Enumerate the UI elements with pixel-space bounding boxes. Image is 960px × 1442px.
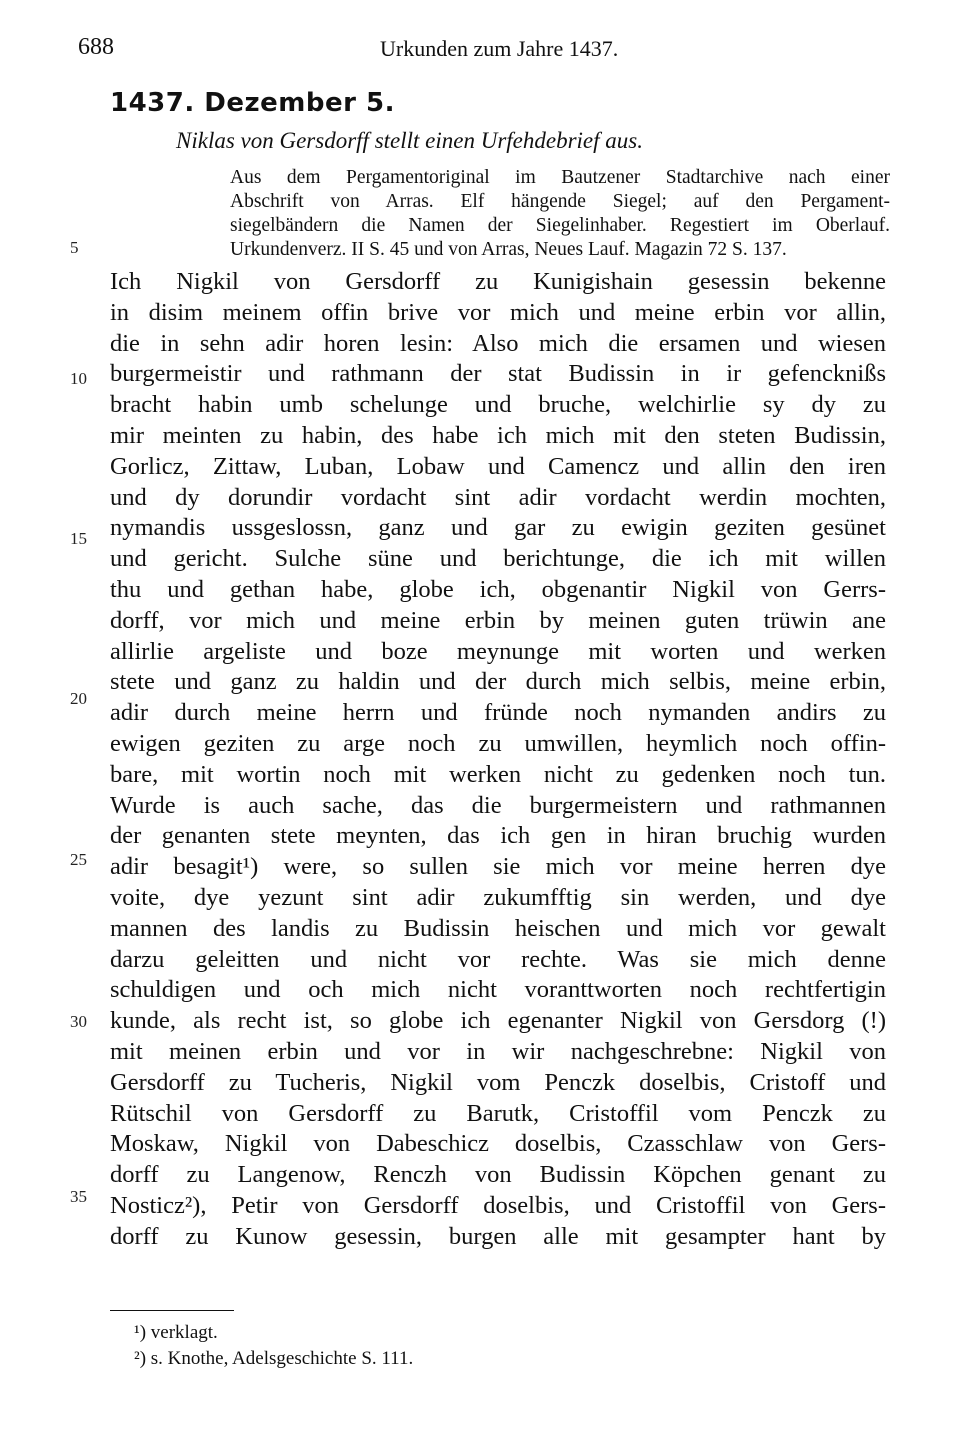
charter-text: [110, 267, 886, 1253]
source-note-line: siegelbändern die Namen der Siegelinhaber. Regestiert im Oberlauf.: [230, 215, 890, 236]
text-line: voite, dye yezunt sint adir zukumfftig sin werden, und dye: [110, 883, 886, 911]
text-line: bracht habin umb schelunge und bruche, welchirlie sy dy zu: [110, 391, 886, 419]
document-date-heading: 1437. Dezember 5.: [110, 88, 395, 118]
text-line: Wurde is auch sache, das die burgermeistern und rathmannen: [110, 791, 886, 819]
text-line: thu und gethan habe, globe ich, obgenantir Nigkil von Gerrs-: [110, 575, 886, 603]
text-line: allirlie argeliste und boze meynunge mit worten und werken: [110, 637, 886, 665]
text-line: die in sehn adir horen lesin: Also mich die ersamen und wiesen: [110, 329, 886, 357]
text-line: Gersdorff zu Tucheris, Nigkil vom Penczk doselbis, Cristoff und: [110, 1068, 886, 1096]
footnote-divider: [110, 1310, 234, 1311]
text-line: dorff zu Langenow, Renczh von Budissin Köpchen genant zu: [110, 1161, 886, 1189]
source-note-line: Urkundenverz. II S. 45 und von Arras, Neues Lauf. Magazin 72 S. 137.: [230, 239, 787, 260]
footnote: ²) s. Knothe, Adelsgeschichte S. 111.: [134, 1348, 414, 1369]
footnote: ¹) verklagt.: [134, 1322, 218, 1343]
line-number: 20: [70, 689, 87, 708]
text-line: dorff, vor mich und meine erbin by meinen guten trüwin ane: [110, 606, 886, 634]
text-line: Nosticz²), Petir von Gersdorff doselbis, und Cristoffil von Gers-: [110, 1191, 886, 1219]
text-line: adir durch meine herrn und fründe noch nymanden andirs zu: [110, 699, 886, 727]
line-number: 30: [70, 1012, 87, 1031]
text-line: kunde, als recht ist, so globe ich egenanter Nigkil von Gersdorg (!): [110, 1007, 886, 1035]
text-line: der genanten stete meynten, das ich gen in hiran bruchig wurden: [110, 822, 886, 850]
text-line: nymandis ussgeslossn, ganz und gar zu ewigin geziten gesünet: [110, 514, 886, 542]
page-number: 688: [78, 34, 114, 60]
running-head: Urkunden zum Jahre 1437.: [380, 36, 619, 61]
text-line: Gorlicz, Zittaw, Luban, Lobaw und Camencz und allin den iren: [110, 452, 886, 480]
margin-line-numbers: [0, 0, 100, 1442]
text-line: in disim meinem offin brive vor mich und meine erbin vor allin,: [110, 298, 886, 326]
text-line: mannen des landis zu Budissin heischen und mich vor gewalt: [110, 914, 886, 942]
source-note-line: Aus dem Pergamentoriginal im Bautzener Stadtarchive nach einer: [230, 167, 890, 188]
line-number: 35: [70, 1187, 87, 1206]
page-header: [78, 34, 888, 66]
text-line: schuldigen und och mich nicht voranttworten noch rechtfertigin: [110, 976, 886, 1004]
line-number: 15: [70, 529, 87, 548]
text-line: bare, mit wortin noch mit werken nicht zu gedenken noch tun.: [110, 760, 886, 788]
line-number: 10: [70, 369, 87, 388]
line-number: 5: [70, 238, 79, 257]
text-line: ewigen geziten zu arge noch zu umwillen, heymlich noch offin-: [110, 729, 886, 757]
text-line: burgermeistir und rathmann der stat Budissin in ir gefencknißs: [110, 360, 886, 388]
text-line: mit meinen erbin und vor in wir nachgeschrebne: Nigkil von: [110, 1037, 886, 1065]
text-line: adir besagit¹) were, so sullen sie mich vor meine herren dye: [110, 853, 886, 881]
line-number: 25: [70, 850, 87, 869]
text-line: Rütschil von Gersdorff zu Barutk, Cristoffil vom Penczk zu: [110, 1099, 886, 1127]
footnotes: [134, 1320, 413, 1372]
source-note-line: Abschrift von Arras. Elf hängende Siegel; auf den Pergament-: [230, 191, 890, 212]
source-note: [230, 166, 890, 262]
text-line: Ich Nigkil von Gersdorff zu Kunigishain gesessin bekenne: [110, 268, 886, 295]
text-line: darzu geleitten und nicht vor rechte. Was sie mich denne: [110, 945, 886, 973]
text-line: und gericht. Sulche süne und berichtunge, die ich mit willen: [110, 545, 886, 573]
text-line: dorff zu Kunow gesessin, burgen alle mit gesampter hant by: [110, 1222, 886, 1250]
text-line: stete und ganz zu haldin und der durch mich selbis, meine erbin,: [110, 668, 886, 696]
text-line: Moskaw, Nigkil von Dabeschicz doselbis, Czasschlaw von Gers-: [110, 1130, 886, 1158]
text-line: mir meinten zu habin, des habe ich mich mit den steten Budissin,: [110, 421, 886, 449]
document-summary: Niklas von Gersdorff stellt einen Urfehdebrief aus.: [176, 128, 643, 153]
text-line: und dy dorundir vordacht sint adir vordacht werdin mochten,: [110, 483, 886, 511]
